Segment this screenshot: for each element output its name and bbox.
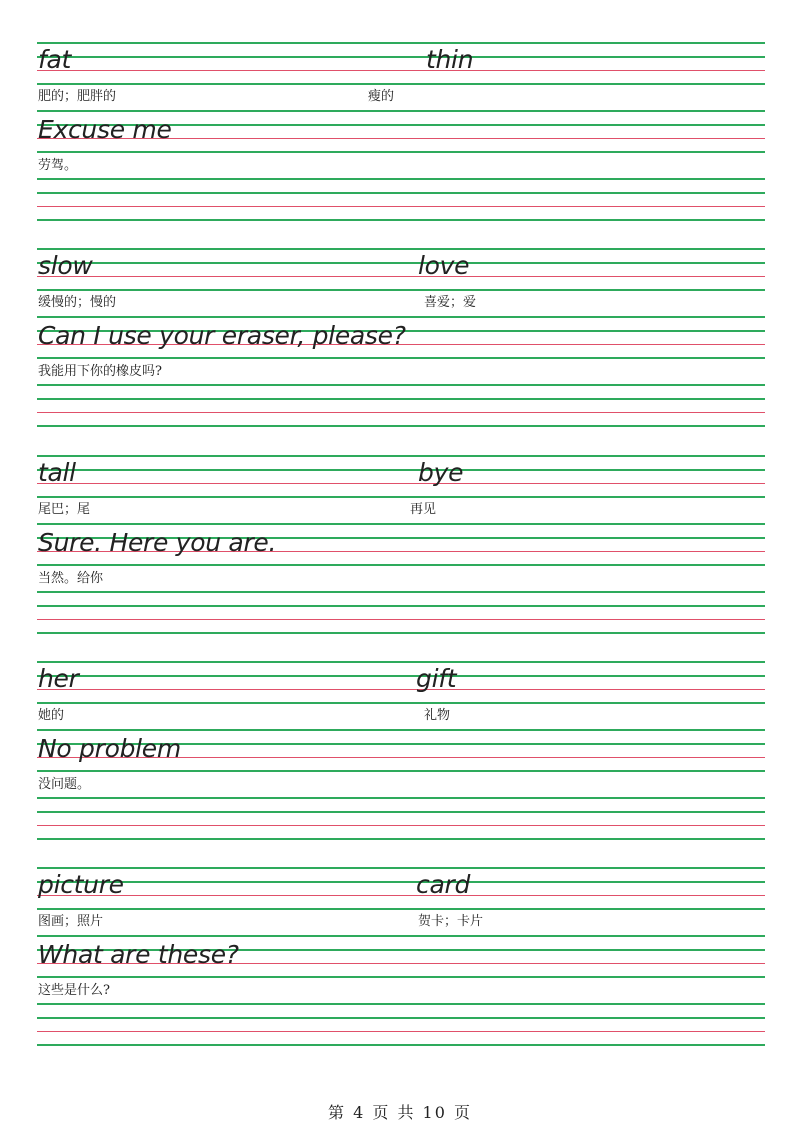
vocab-word-left: her bbox=[38, 664, 79, 693]
guide-line bbox=[37, 1003, 765, 1005]
guide-line bbox=[37, 219, 765, 221]
baseline-line bbox=[37, 70, 765, 71]
guide-line bbox=[37, 496, 765, 498]
guide-line bbox=[37, 523, 765, 525]
vocab-word-right: gift bbox=[416, 664, 457, 693]
guide-line bbox=[37, 1017, 765, 1019]
guide-line bbox=[37, 192, 765, 194]
guide-line bbox=[37, 908, 765, 910]
guide-line bbox=[37, 398, 765, 400]
baseline-line bbox=[37, 483, 765, 484]
meaning-left: 缓慢的；慢的 bbox=[38, 295, 117, 310]
guide-line bbox=[37, 591, 765, 593]
guide-line bbox=[37, 1044, 765, 1046]
vocab-word-right: love bbox=[418, 251, 470, 280]
guide-line bbox=[37, 110, 765, 112]
guide-line bbox=[37, 42, 765, 44]
phrase-text: Excuse me bbox=[38, 115, 172, 144]
vocab-word-right: card bbox=[416, 870, 471, 899]
vocab-word-left: picture bbox=[38, 870, 124, 899]
phrase-meaning: 劳驾。 bbox=[38, 158, 78, 173]
vocab-word-left: slow bbox=[38, 251, 93, 280]
phrase-text: Sure. Here you are. bbox=[38, 528, 277, 557]
baseline-line bbox=[37, 895, 765, 896]
vocab-word-right: bye bbox=[418, 458, 464, 487]
meaning-left: 尾巴；尾 bbox=[38, 502, 91, 517]
guide-line bbox=[37, 289, 765, 291]
baseline-line bbox=[37, 619, 765, 620]
guide-line bbox=[37, 976, 765, 978]
meaning-right: 贺卡；卡片 bbox=[418, 914, 484, 929]
meaning-right: 再见 bbox=[410, 502, 437, 517]
phrase-text: Can I use your eraser, please? bbox=[38, 321, 406, 350]
guide-line bbox=[37, 384, 765, 386]
baseline-line bbox=[37, 412, 765, 413]
baseline-line bbox=[37, 276, 765, 277]
phrase-meaning: 没问题。 bbox=[38, 777, 91, 792]
guide-line bbox=[37, 564, 765, 566]
guide-line bbox=[37, 867, 765, 869]
guide-line bbox=[37, 425, 765, 427]
guide-line bbox=[37, 262, 765, 264]
meaning-right: 喜爱；爱 bbox=[424, 295, 477, 310]
meaning-right: 礼物 bbox=[424, 708, 451, 723]
guide-line bbox=[37, 838, 765, 840]
baseline-line bbox=[37, 206, 765, 207]
guide-line bbox=[37, 357, 765, 359]
phrase-text: No problem bbox=[38, 734, 181, 763]
baseline-line bbox=[37, 825, 765, 826]
guide-line bbox=[37, 469, 765, 471]
guide-line bbox=[37, 770, 765, 772]
vocab-word-left: fat bbox=[38, 45, 72, 74]
guide-line bbox=[37, 702, 765, 704]
meaning-left: 图画；照片 bbox=[38, 914, 104, 929]
guide-line bbox=[37, 56, 765, 58]
guide-line bbox=[37, 661, 765, 663]
meaning-left: 肥的；肥胖的 bbox=[38, 89, 117, 104]
meaning-left: 她的 bbox=[38, 708, 65, 723]
vocab-word-right: thin bbox=[426, 45, 474, 74]
baseline-line bbox=[37, 1031, 765, 1032]
guide-line bbox=[37, 675, 765, 677]
guide-line bbox=[37, 935, 765, 937]
guide-line bbox=[37, 605, 765, 607]
guide-line bbox=[37, 83, 765, 85]
guide-line bbox=[37, 178, 765, 180]
guide-line bbox=[37, 797, 765, 799]
guide-line bbox=[37, 811, 765, 813]
vocab-word-left: tall bbox=[38, 458, 76, 487]
phrase-meaning: 我能用下你的橡皮吗? bbox=[38, 364, 162, 379]
meaning-right: 瘦的 bbox=[368, 89, 395, 104]
page-number: 第 4 页 共 10 页 bbox=[328, 1103, 472, 1122]
guide-line bbox=[37, 151, 765, 153]
guide-line bbox=[37, 729, 765, 731]
phrase-meaning: 当然。给你 bbox=[38, 571, 104, 586]
guide-line bbox=[37, 248, 765, 250]
baseline-line bbox=[37, 689, 765, 690]
phrase-text: What are these? bbox=[38, 940, 239, 969]
phrase-meaning: 这些是什么? bbox=[38, 983, 110, 998]
guide-line bbox=[37, 455, 765, 457]
guide-line bbox=[37, 881, 765, 883]
guide-line bbox=[37, 632, 765, 634]
guide-line bbox=[37, 316, 765, 318]
